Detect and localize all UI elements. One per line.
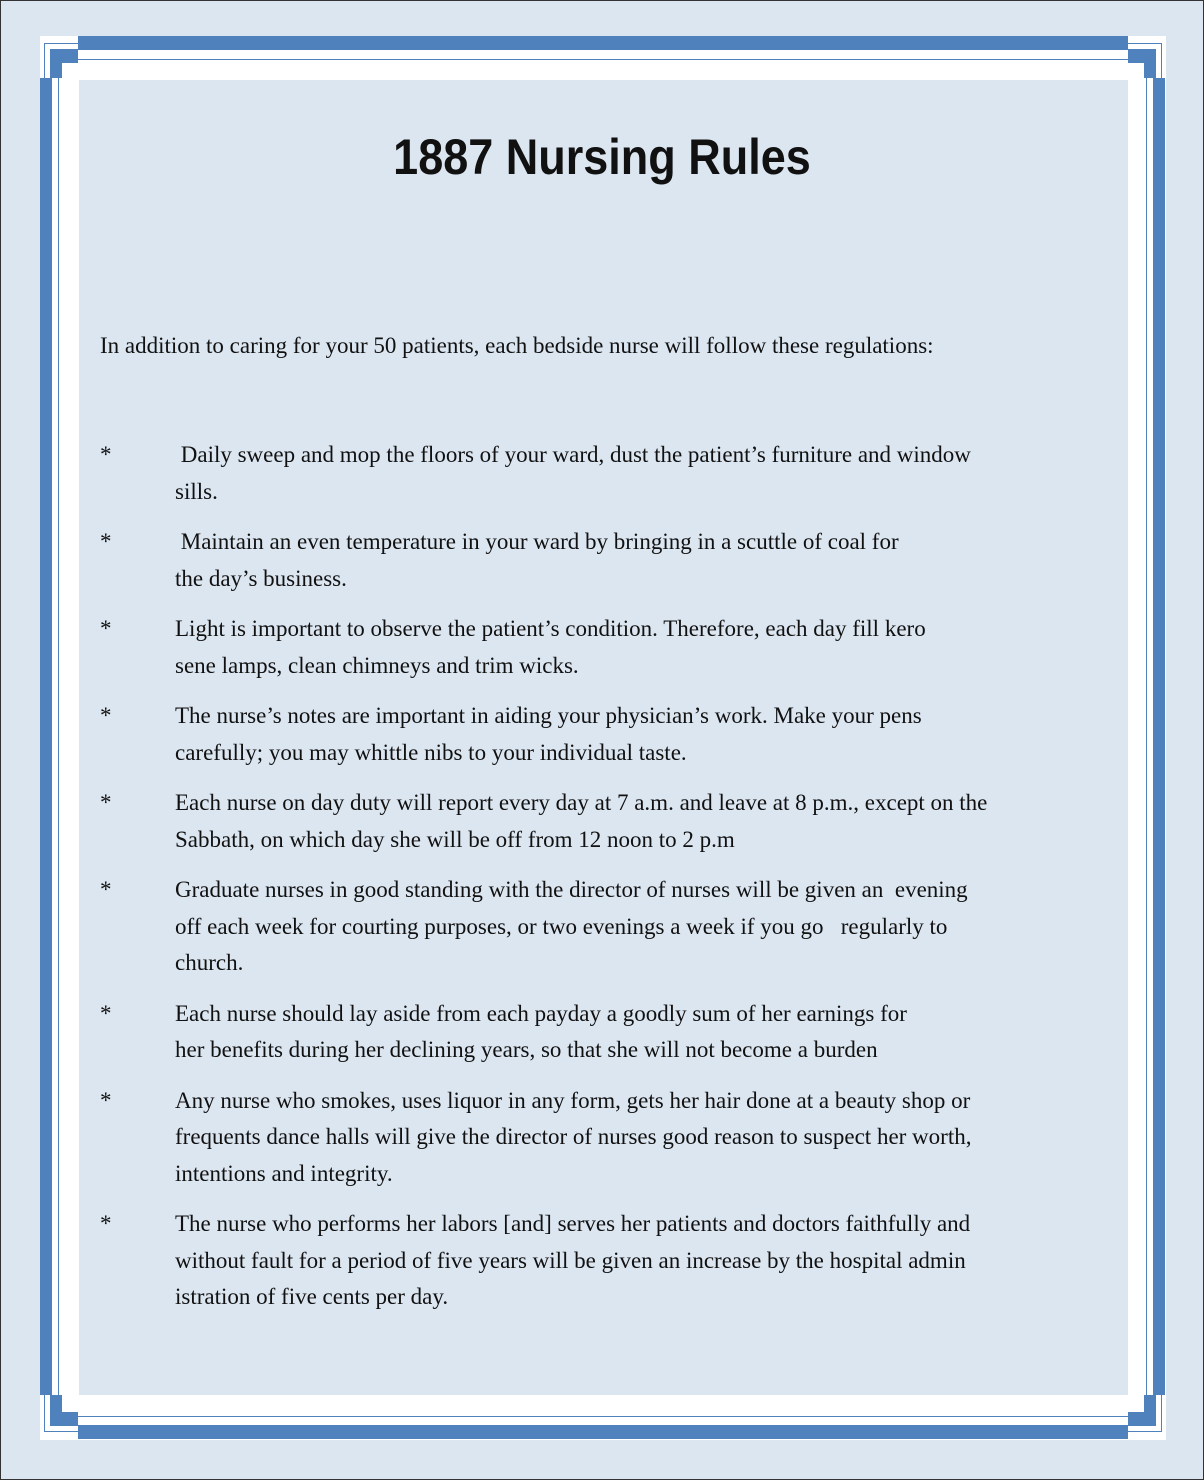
bullet-asterisk: *: [100, 529, 112, 554]
rule-line: Each nurse on day duty will report every day at 7 a.m. and leave at 8 p.m., except on the: [175, 790, 988, 815]
frame-left-bar: [40, 78, 52, 1395]
thin-br-h: [1128, 1431, 1162, 1432]
rule-item: [100, 698, 1100, 771]
rule-line: istration of five cents per day.: [175, 1284, 449, 1309]
thin-bl-h: [44, 1431, 78, 1432]
rule-line: The nurse who performs her labors [and] serves her patients and doctors faithfully and: [175, 1211, 971, 1236]
corner-tr-b: [1144, 49, 1156, 78]
corner-br-b: [1144, 1395, 1156, 1426]
rule-line: off each week for courting purposes, or two evenings a week if you go regularly to: [175, 913, 948, 939]
rule-line: carefully; you may whittle nibs to your individual taste.: [175, 739, 687, 765]
rule-item: [100, 872, 1100, 982]
rules-list: [100, 437, 1100, 1330]
rule-line: Sabbath, on which day she will be off from 12 noon to 2 p.m: [175, 826, 735, 852]
rule-line: her benefits during her declining years, so that she will not become a burden: [175, 1037, 878, 1062]
thin-right: [1146, 78, 1147, 1395]
rule-line: without fault for a period of five years will be given an increase by the hospital admin: [175, 1247, 966, 1273]
bullet-asterisk: *: [100, 877, 112, 902]
bullet-asterisk: *: [100, 1211, 112, 1236]
rule-item: [100, 524, 1100, 597]
bullet-asterisk: *: [100, 1000, 112, 1026]
rule-line: sills.: [175, 478, 218, 504]
rule-line: the day’s business.: [175, 565, 347, 591]
bullet-asterisk: *: [100, 616, 112, 641]
thin-bl-v: [44, 1395, 45, 1432]
rule-line: Any nurse who smokes, uses liquor in any form, gets her hair done at a beauty shop or: [175, 1087, 971, 1113]
rule-line: intentions and integrity.: [175, 1160, 393, 1186]
rule-line: sene lamps, clean chimneys and trim wicks.: [175, 652, 579, 678]
rule-line: Each nurse should lay aside from each payday a goodly sum of her earnings for: [175, 1000, 907, 1026]
rule-line: Light is important to observe the patient’s condition. Therefore, each day fill kero: [175, 616, 926, 641]
thin-tl-v: [44, 43, 45, 78]
rule-item: [100, 996, 1100, 1069]
rule-item: [100, 611, 1100, 684]
thin-left: [58, 78, 59, 1395]
bullet-asterisk: *: [100, 442, 112, 467]
frame-right-bar: [1153, 78, 1165, 1395]
thin-br-v: [1161, 1395, 1162, 1432]
rule-line: church.: [175, 950, 244, 975]
thin-top: [78, 59, 1128, 60]
rule-line: frequents dance halls will give the director of nurses good reason to suspect her worth,: [175, 1124, 972, 1149]
rule-line: Graduate nurses in good standing with the director of nurses will be given an evening: [175, 877, 968, 902]
intro-text: In addition to caring for your 50 patients, each bedside nurse will follow these regulations:: [100, 333, 934, 358]
rule-item: [100, 1083, 1100, 1193]
rule-item: [100, 1206, 1100, 1316]
page-title: 1887 Nursing Rules: [393, 129, 811, 185]
corner-bl-b: [50, 1395, 62, 1426]
corner-tl-b: [50, 49, 62, 78]
rule-item: [100, 785, 1100, 858]
rule-item: [100, 437, 1100, 510]
frame-top-bar: [78, 36, 1128, 50]
thin-tr-h: [1128, 43, 1162, 44]
rule-line: Maintain an even temperature in your ward by bringing in a scuttle of coal for: [175, 529, 899, 554]
bullet-asterisk: *: [100, 703, 112, 728]
thin-bottom: [78, 1416, 1128, 1417]
bullet-asterisk: *: [100, 1087, 112, 1113]
bullet-asterisk: *: [100, 790, 112, 815]
thin-tr-v: [1161, 43, 1162, 78]
rule-line: Daily sweep and mop the floors of your ward, dust the patient’s furniture and window: [175, 442, 971, 467]
rule-line: The nurse’s notes are important in aiding your physician’s work. Make your pens: [175, 703, 922, 728]
frame-bottom-bar: [78, 1425, 1128, 1439]
thin-tl-h: [44, 43, 78, 44]
